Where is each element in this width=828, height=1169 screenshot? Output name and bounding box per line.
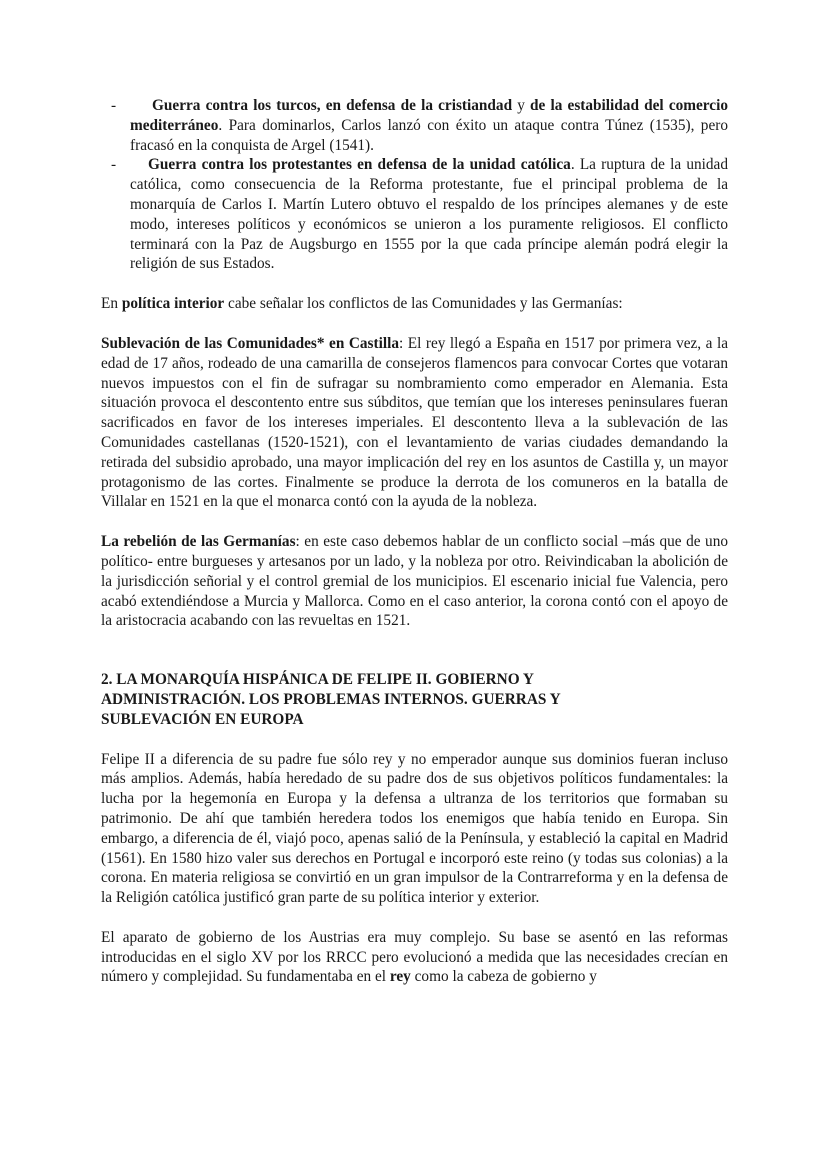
bullet-mid-turcos: y — [512, 97, 531, 114]
germanias-paragraph — [101, 532, 728, 631]
aparato-bold: rey — [389, 968, 411, 986]
bullet-bold-turcos: Guerra contra los turcos, en defensa de la cristiandad — [152, 97, 513, 114]
comunidades-text: : El rey llegó a España en 1517 por primera vez, a la edad de 17 años, rodeado de una camarilla de consejeros flamencos para convocar Cortes que votaran nuevos impuestos con el fin de sufragar su nombramiento como emperador en Alemania. Esta situación provoca el descontento entre sus súbditos, que temían que los intereses peninsulares fueran sacrificados en favor de los intereses imperiales. El descontento lleva a la sublevación de las Comunidades castellanas (1520-1521), con el levantamiento de varias ciudades demandando la retirada del subsidio aprobado, una mayor implicación del rey en los asuntos de Castilla y, un mayor protagonismo de las cortes. Finalmente se produce la derrota de los comuneros en la batalla de Villalar en 1521 en la que el monarca contó con la ayuda de la nobleza. — [101, 334, 728, 511]
bullet-dash: - — [111, 156, 117, 174]
bullet-list — [101, 96, 728, 274]
section-heading — [101, 670, 728, 729]
bullet-bold-protestantes: Guerra contra los protestantes en defensa de la unidad católica — [148, 156, 571, 174]
bullet-item-protestantes — [101, 155, 728, 274]
comunidades-title: Sublevación de las Comunidades* en Castilla — [101, 334, 399, 352]
intro-bold: política interior — [121, 295, 225, 313]
germanias-text: : en este caso debemos hablar de un conflicto social –más que de uno político- entre burgueses y artesanos por un lado, y la nobleza por otro. Reivindicaban la abolición de la jurisdicción señorial y el control gremial de los municipios. El escenario inicial fue Valencia, pero acabó extendiéndose a Murcia y Mallorca. Como en el caso anterior, la corona contó con el apoyo de la aristocracia acabando con las revueltas en 1521. — [101, 533, 728, 630]
germanias-title: La rebelión de las Germanías — [101, 533, 296, 551]
section-heading-line-1: 2. LA MONARQUÍA HISPÁNICA DE FELIPE II. GOBIERNO Y — [101, 671, 534, 689]
felipe-paragraph: Felipe II a diferencia de su padre fue sólo rey y no emperador aunque sus dominios fueran incluso más amplios. Además, había heredado de su padre dos de sus objetivos políticos fundamentales: la lucha por la hegemonía en Europa y la defensa a ultranza de los territorios que formaban su patrimonio. De ahí que también heredera todos los enemigos que había tenido en Europa. Sin embargo, a diferencia de él, viajó poco, apenas salió de la Península, y estableció la capital en Madrid (1561). En 1580 hizo valer sus derechos en Portugal e incorporó este reino (y todas sus colonias) a la corona. En materia religiosa se convirtió en un gran impulsor de la Contrarreforma y en la defensa de la Religión católica justificó gran parte de su política interior y exterior. — [101, 750, 728, 907]
intro-rest: cabe señalar los conflictos de las Comunidades y las Germanías: — [224, 295, 623, 313]
aparato-paragraph — [101, 928, 728, 987]
bullet-bold2-turcos: de la estabilidad del comercio mediterráneo — [130, 97, 728, 134]
bullet-text-protestantes: . La ruptura de la unidad católica, como consecuencia de la Reforma protestante, fue el principal problema de la monarquía de Carlos I. Martín Lutero obtuvo el respaldo de los príncipes alemanes y de este modo, intereses políticos y económicos se unieron a los puramente religiosos. El conflicto terminará con la Paz de Augsburgo en 1555 por la que cada príncipe alemán podrá elegir la religión de sus Estados. — [130, 156, 728, 273]
aparato-rest: como la cabeza de gobierno y — [410, 968, 597, 986]
bullet-dash: - — [111, 97, 117, 114]
intro-paragraph — [101, 294, 728, 314]
comunidades-paragraph — [101, 334, 728, 512]
bullet-item-turcos — [101, 96, 728, 155]
intro-pre: En — [101, 295, 122, 313]
document-page — [101, 96, 728, 987]
section-heading-line-3: SUBLEVACIÓN EN EUROPA — [101, 710, 304, 728]
bullet-text-turcos: . Para dominarlos, Carlos lanzó con éxito un ataque contra Túnez (1535), pero fracasó en la conquista de Argel (1541). — [130, 116, 728, 154]
section-heading-line-2: ADMINISTRACIÓN. LOS PROBLEMAS INTERNOS. GUERRAS Y — [101, 690, 561, 708]
aparato-pre: El aparato de gobierno de los Austrias era muy complejo. Su base se asentó en las reformas introducidas en el siglo XV por los RRCC pero evolucionó a medida que las necesidades crecían en número y complejidad. Su fundamentaba en el — [101, 928, 728, 986]
